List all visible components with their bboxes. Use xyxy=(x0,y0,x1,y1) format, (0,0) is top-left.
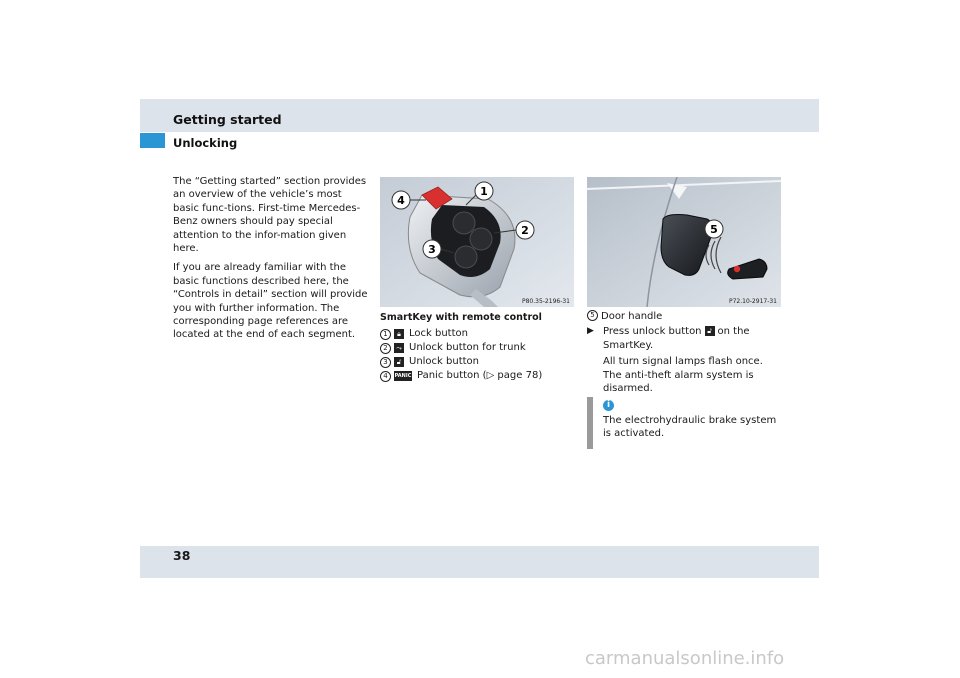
lock-icon: 🔒︎ xyxy=(394,329,404,339)
smartkey-image xyxy=(380,177,574,307)
panic-icon: PANIC xyxy=(394,373,412,379)
callout-5: 5 xyxy=(710,223,718,236)
page-number: 38 xyxy=(173,548,191,563)
item-number: 5 xyxy=(587,310,598,321)
unlock-icon: 🔓︎ xyxy=(705,326,715,336)
intro-paragraph: If you are already familiar with the basic functions described here, the “Controls in detail” section will provide you with further information. The corresponding page references are located at the end of each segment. xyxy=(173,262,368,341)
legend-label: Unlock button for trunk xyxy=(409,342,526,353)
smartkey-illustration xyxy=(380,177,574,307)
image-code: P80.35-2196-31 xyxy=(521,298,570,305)
legend-item-lock xyxy=(380,327,580,341)
intro-paragraph: The “Getting started” section provides an overview of the vehicle’s most basic func-tions. First-time Mercedes-Benz owners should pay special attention to the infor-mation given here. xyxy=(173,176,367,255)
section-title: Getting started xyxy=(173,112,282,127)
step-text: Press unlock button xyxy=(603,326,702,338)
trunk-icon: ⤳ xyxy=(394,343,404,353)
step-text: on the SmartKey. xyxy=(603,326,750,351)
instructions xyxy=(587,310,782,395)
item-number: 4 xyxy=(380,371,391,382)
legend-item-panic xyxy=(380,369,580,383)
step-result: All turn signal lamps flash once. The anti-theft alarm system is disarmed. xyxy=(603,356,763,395)
note-bar xyxy=(587,397,593,449)
info-icon: i xyxy=(603,400,614,411)
callout-1: 1 xyxy=(480,185,488,198)
intro-text xyxy=(173,175,368,348)
note-text: The electrohydraulic brake system is activated. xyxy=(603,415,777,440)
watermark: carmanualsonline.info xyxy=(585,648,785,669)
callout-2: 2 xyxy=(521,224,529,237)
unlock-icon: 🔓︎ xyxy=(394,357,404,367)
legend-label: Panic button (▷ page 78) xyxy=(417,370,543,381)
item-number: 2 xyxy=(380,343,391,354)
item-number: 1 xyxy=(380,329,391,340)
legend-label: Door handle xyxy=(601,311,663,322)
callout-4: 4 xyxy=(397,194,405,207)
figure-caption: SmartKey with remote control xyxy=(380,312,542,323)
legend xyxy=(380,327,580,383)
legend-label: Lock button xyxy=(409,328,468,339)
door-handle-illustration xyxy=(587,177,781,307)
instruction-step xyxy=(587,325,782,352)
subsection-marker xyxy=(140,133,165,148)
info-note xyxy=(587,397,782,449)
footer-band xyxy=(140,546,819,578)
image-code: P72.10-2917-31 xyxy=(728,298,777,305)
legend-item-trunk xyxy=(380,341,580,355)
legend-label: Unlock button xyxy=(409,356,480,367)
bullet-arrow-icon: ▶ xyxy=(587,326,594,337)
door-handle-image xyxy=(587,177,781,307)
subsection-title: Unlocking xyxy=(173,136,238,150)
legend-item-door-handle xyxy=(587,310,782,323)
item-number: 3 xyxy=(380,357,391,368)
callout-3: 3 xyxy=(428,243,436,256)
legend-item-unlock xyxy=(380,355,580,369)
